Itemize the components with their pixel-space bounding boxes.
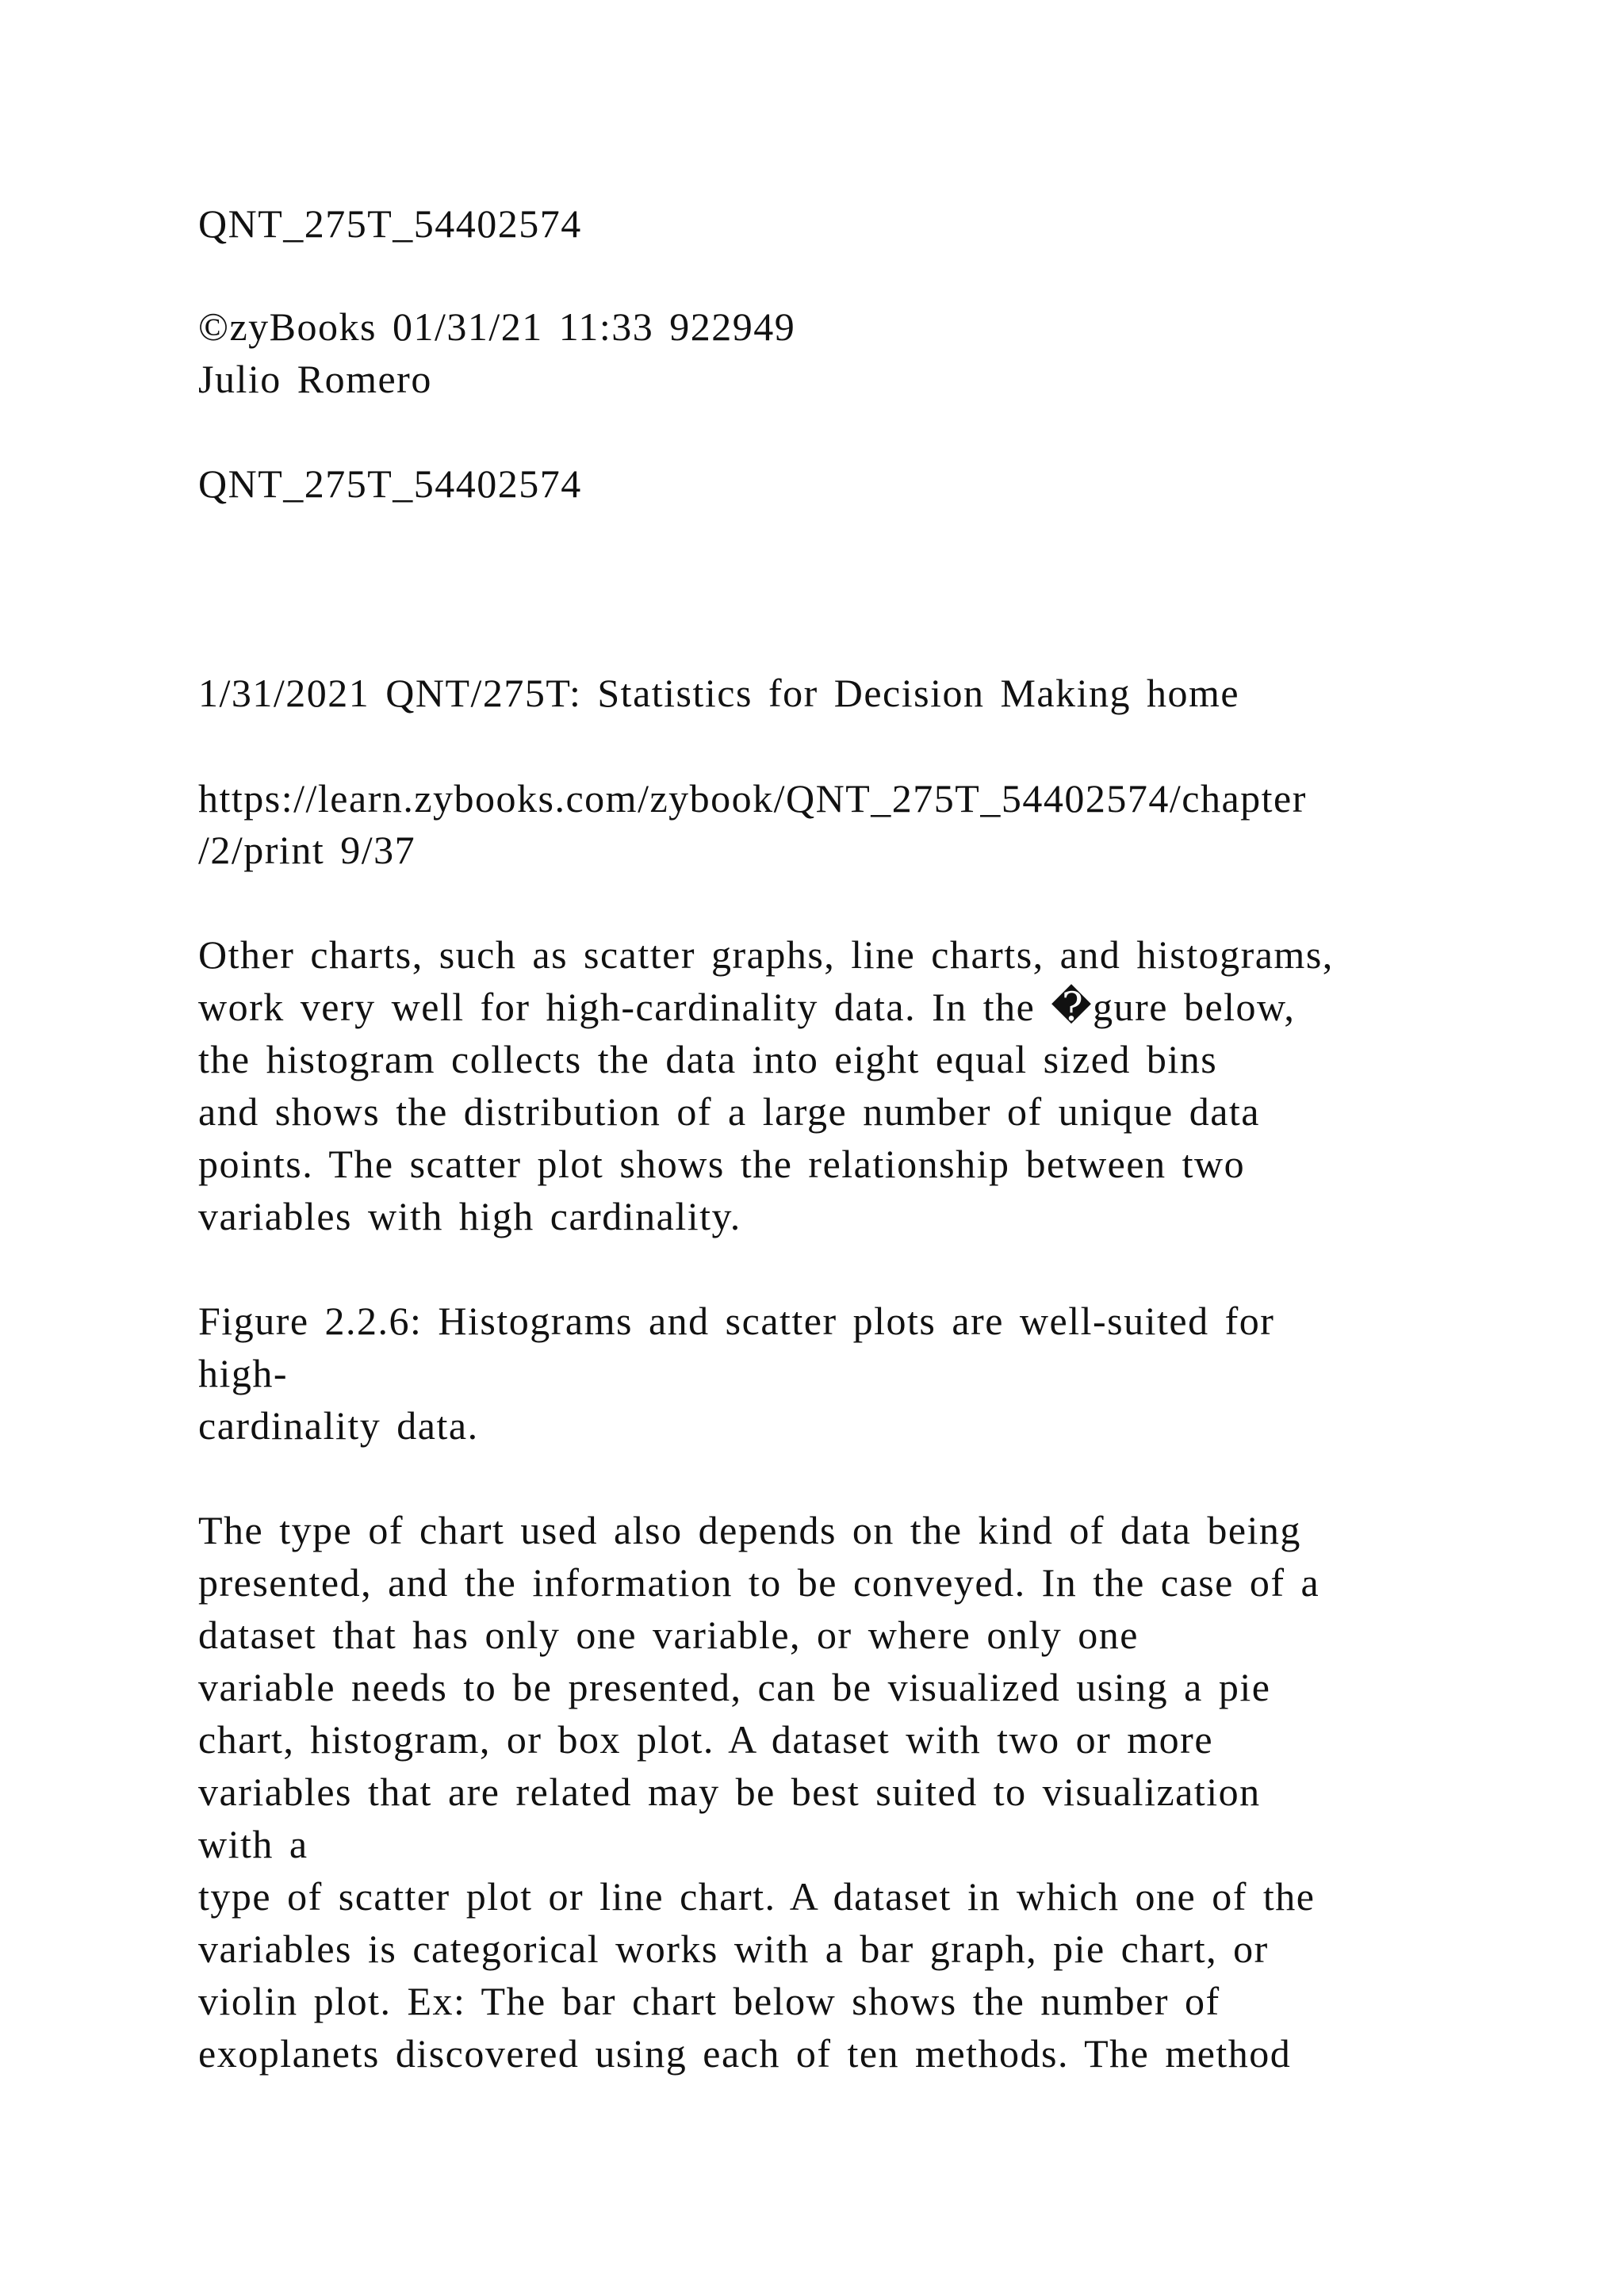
print-url-line-2: /2/print 9/37: [198, 828, 416, 872]
print-date-title: 1/31/2021 QNT/275T: Statistics for Decision Making home: [198, 671, 1240, 715]
print-url-line-1: https://learn.zybooks.com/zybook/QNT_275T_54402574/chapter: [198, 776, 1307, 821]
paragraph-2-line: type of scatter plot or line chart. A dataset in which one of the: [198, 1874, 1316, 1919]
paragraph-2-line: exoplanets discovered using each of ten methods. The method: [198, 2031, 1292, 2076]
student-name: Julio Romero: [198, 357, 432, 401]
paragraph-2-line: chart, histogram, or box plot. A dataset with two or more: [198, 1717, 1214, 1762]
paragraph-1-line: the histogram collects the data into eight equal sized bins: [198, 1037, 1218, 1081]
figure-caption-line: cardinality data.: [198, 1403, 479, 1448]
paragraph-2-line: presented, and the information to be conveyed. In the case of a: [198, 1560, 1320, 1605]
paragraph-1-line: Other charts, such as scatter graphs, line charts, and histograms,: [198, 932, 1334, 977]
paragraph-1-line: work very well for high-cardinality data. In the �gure below,: [198, 985, 1296, 1029]
copyright-line: ©zyBooks 01/31/21 11:33 922949: [198, 304, 796, 349]
figure-caption-line: high-: [198, 1351, 289, 1395]
paragraph-1-line: variables with high cardinality.: [198, 1194, 741, 1238]
figure-caption-line: Figure 2.2.6: Histograms and scatter plots are well-suited for: [198, 1299, 1275, 1343]
paragraph-2-line: dataset that has only one variable, or where only one: [198, 1613, 1139, 1657]
paragraph-2-line: The type of chart used also depends on the kind of data being: [198, 1508, 1301, 1552]
paragraph-1-line: points. The scatter plot shows the relationship between two: [198, 1142, 1246, 1186]
paragraph-2-line: variable needs to be presented, can be visualized using a pie: [198, 1665, 1271, 1709]
paragraph-1-line: and shows the distribution of a large number of unique data: [198, 1089, 1260, 1134]
paragraph-2-line: violin plot. Ex: The bar chart below shows the number of: [198, 1979, 1220, 2023]
paragraph-2-line: with a: [198, 1822, 308, 1866]
paragraph-2-line: variables that are related may be best suited to visualization: [198, 1770, 1261, 1814]
document-id-line: QNT_275T_54402574: [198, 201, 582, 246]
document-id-line-2: QNT_275T_54402574: [198, 461, 582, 506]
paragraph-2-line: variables is categorical works with a bar graph, pie chart, or: [198, 1927, 1269, 1971]
